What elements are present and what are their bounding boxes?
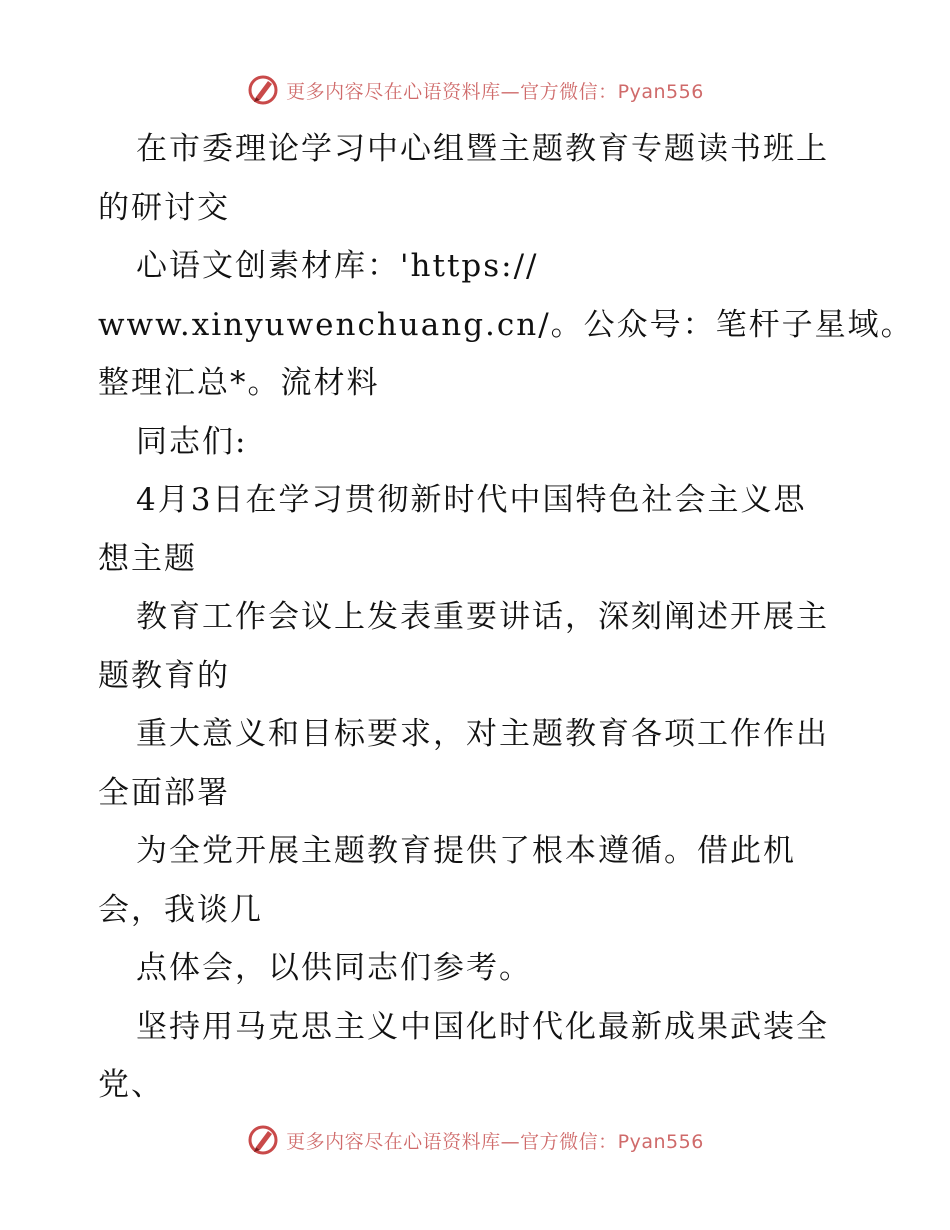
text-line: 为全党开展主题教育提供了根本遵循。借此机 xyxy=(136,833,796,869)
watermark-text: 更多内容尽在心语资料库—官方微信：Pyan556 xyxy=(286,80,704,103)
footer-watermark-banner xyxy=(0,1120,950,1160)
watermark-text: 更多内容尽在心语资料库—官方微信：Pyan556 xyxy=(286,1130,704,1153)
text-line: 重大意义和目标要求，对主题教育各项工作作出 xyxy=(136,716,829,752)
document-body xyxy=(98,120,914,1115)
text-line: 点体会，以供同志们参考。 xyxy=(136,950,532,986)
text-line: 教育工作会议上发表重要讲话，深刻阐述开展主 xyxy=(136,599,829,635)
text-line: 的研讨交 xyxy=(98,189,230,226)
text-line: 整理汇总*。流材料 xyxy=(98,365,380,401)
text-line: www.xinyuwenchuang.cn/。公众号：笔杆子星域。 xyxy=(98,306,914,343)
text-line: 坚持用马克思主义中国化时代化最新成果武装全 xyxy=(136,1008,829,1045)
pen-logo-icon xyxy=(246,73,280,107)
text-line: 4月3日在学习贯彻新时代中国特色社会主义思 xyxy=(136,482,807,518)
text-line: 在市委理论学习中心组暨主题教育专题读书班上 xyxy=(136,131,829,167)
pen-logo-icon xyxy=(246,1123,280,1157)
text-line: 党、 xyxy=(98,1067,164,1103)
text-line: 会，我谈几 xyxy=(98,891,263,928)
text-line: 心语文创素材库：'https:// xyxy=(136,248,539,284)
text-line: 想主题 xyxy=(98,540,197,577)
text-line: 全面部署 xyxy=(98,774,230,811)
text-line: 题教育的 xyxy=(98,657,230,694)
text-line: 同志们: xyxy=(136,423,248,460)
header-watermark-banner xyxy=(0,70,950,110)
